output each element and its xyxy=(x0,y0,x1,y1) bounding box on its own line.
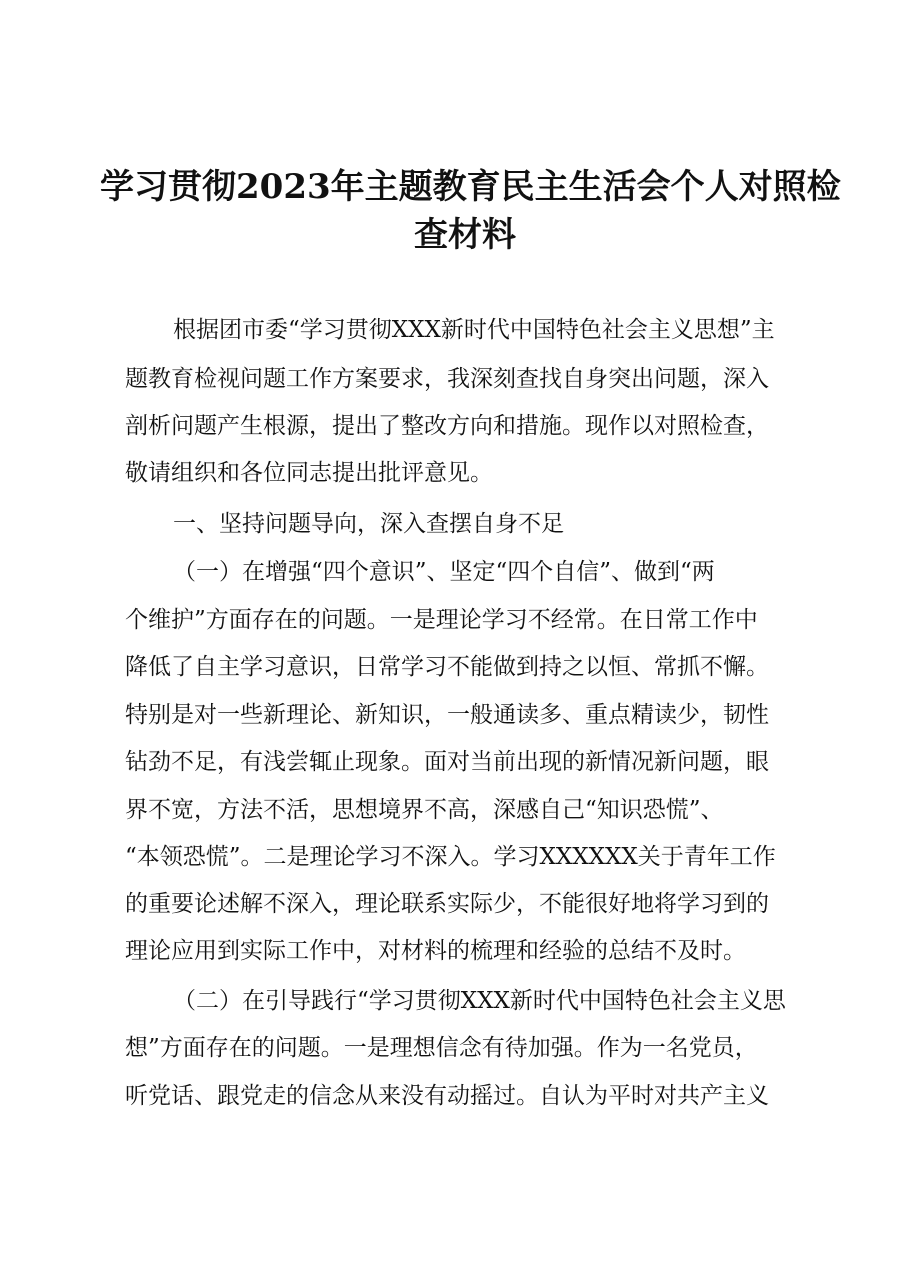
paragraph-3-line-2: 想”方面存在的问题。一是理想信念有待加强。作为一名党员， xyxy=(125,1035,758,1061)
paragraph-1-line-2: 题教育检视问题工作方案要求，我深刻查找自身突出问题，深入 xyxy=(125,366,769,392)
paragraph-2-line-5: 钻劲不足，有浅尝辄止现象。面对当前出现的新情况新问题，眼 xyxy=(125,749,769,775)
paragraph-2-line-2: 个维护”方面存在的问题。一是理论学习不经常。在日常工作中 xyxy=(125,607,758,633)
paragraph-2-line-9: 理论应用到实际工作中，对材料的梳理和经验的总结不及时。 xyxy=(125,938,746,964)
paragraph-2-line-8: 的重要论述解不深入，理论联系实际少，不能很好地将学习到的 xyxy=(125,891,769,917)
paragraph-2-line-6: 界不宽，方法不活，思想境界不高，深感自己“知识恐慌”、 xyxy=(125,797,724,823)
document-title-line-2: 查材料 xyxy=(414,215,516,255)
document-title-line-1: 学习贯彻2023年主题教育民主生活会个人对照检 xyxy=(100,167,841,207)
paragraph-2-line-1: （一）在增强“四个意识”、坚定“四个自信”、做到“两 xyxy=(173,559,715,585)
paragraph-3-line-1: （二）在引导践行“学习贯彻XXX新时代中国特色社会主义思 xyxy=(173,988,786,1014)
paragraph-2-line-7: “本领恐慌”。二是理论学习不深入。学习XXXXXX关于青年工作 xyxy=(125,844,776,870)
section-heading: 一、坚持问题导向，深入查摆自身不足 xyxy=(173,511,564,537)
paragraph-2-line-3: 降低了自主学习意识，日常学习不能做到持之以恒、常抓不懈。 xyxy=(125,654,769,680)
paragraph-3-line-3: 听党话、跟党走的信念从来没有动摇过。自认为平时对共产主义 xyxy=(125,1083,769,1109)
paragraph-1-line-3: 剖析问题产生根源，提出了整改方向和措施。现作以对照检查， xyxy=(125,413,769,439)
paragraph-1-line-1: 根据团市委“学习贯彻XXX新时代中国特色社会主义思想”主 xyxy=(173,317,775,343)
paragraph-1-line-4: 敬请组织和各位同志提出批评意见。 xyxy=(125,460,493,486)
paragraph-2-line-4: 特别是对一些新理论、新知识，一般通读多、重点精读少，韧性 xyxy=(125,702,769,728)
